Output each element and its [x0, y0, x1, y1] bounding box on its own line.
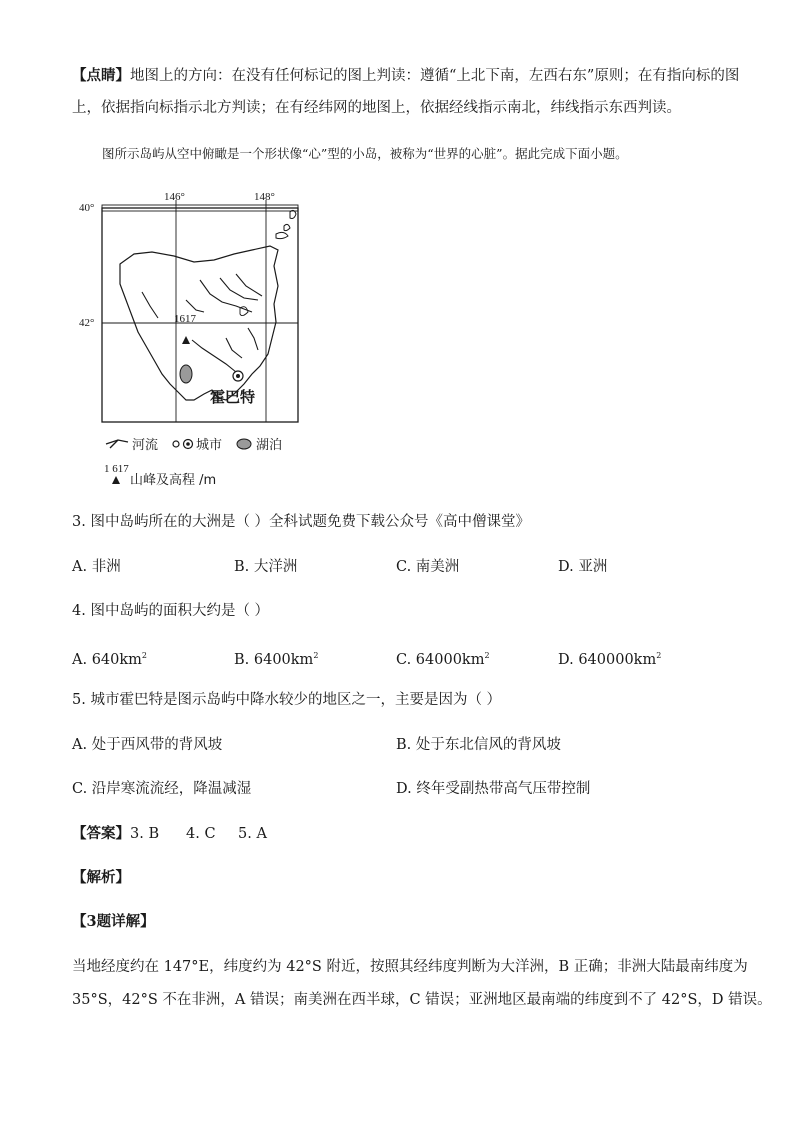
river-7: [142, 292, 158, 318]
q5-option-d: D. 终年受副热带高气压带控制: [396, 781, 591, 797]
river-3: [236, 274, 262, 296]
question-4-stem: 4. 图中岛屿的面积大约是（ ）: [72, 603, 270, 619]
island-map: [76, 188, 336, 488]
city-label: 霍巴特: [210, 388, 256, 406]
river-8: [248, 328, 258, 350]
legend-peak-symbol: [112, 476, 120, 484]
q3-option-a: A. 非洲: [72, 559, 121, 575]
small-island-2: [284, 224, 290, 230]
answer-4: 4. C: [186, 826, 216, 842]
lon-label-148: 148°: [254, 191, 275, 203]
city-marker-inner: [236, 374, 240, 378]
q3-option-c: C. 南美洲: [396, 559, 460, 575]
question-3-stem: 3. 图中岛屿所在的大洲是（ ）全科试题免费下载公众号《高中僧课堂》: [72, 514, 531, 530]
answer-3: 3. B: [130, 826, 160, 842]
legend-lake-symbol: [237, 439, 251, 449]
lake: [180, 365, 192, 383]
legend-lake-label: 湖泊: [256, 438, 283, 453]
small-island-1: [290, 210, 296, 218]
detail-tag: 【3题详解】: [72, 913, 155, 930]
q4-option-b: B. $6400km^2$: [234, 651, 319, 668]
tip-line-1: [72, 66, 739, 86]
question-5-stem: 5. 城市霍巴特是图示岛屿中降水较少的地区之一，主要是因为（ ）: [72, 692, 502, 708]
lon-label-146: 146°: [164, 191, 185, 203]
detail-line-1: 当地经度约在 147°E，纬度约为 42°S 附近，按照其经纬度判断为大洋洲，B 正确；非洲大陆最南纬度为: [72, 959, 748, 975]
detail-line-2: 35°S，42°S 不在非洲，A 错误；南美洲在西半球，C 错误；亚洲地区最南端的纬度到不了 42°S，D 错误。: [72, 992, 772, 1008]
legend-river-label: 河流: [132, 438, 159, 453]
legend-peak-label: 山峰及高程 /m: [130, 473, 217, 488]
lat-label-40: 40°: [79, 202, 95, 214]
small-island-3: [276, 232, 288, 238]
river-2: [220, 278, 258, 300]
q3-option-b: B. 大洋洲: [234, 559, 298, 575]
legend-city-label: 城市: [196, 438, 223, 453]
q4-option-a: A. $640km^2$: [72, 651, 147, 668]
legend-peak-value: 1 617: [104, 463, 129, 475]
lat-label-42: 42°: [79, 317, 95, 329]
tip-line-2: 上，依据指向标指示北方判读；在有经纬网的地图上，依据经线指示南北，纬线指示东西判读。: [72, 100, 681, 116]
river-4: [186, 300, 204, 312]
intro-text: 图所示岛屿从空中俯瞰是一个形状像“心”型的小岛，被称为“世界的心脏”。据此完成下面小题。: [102, 146, 628, 161]
tip-text-1: 地图上的方向：在没有任何标记的图上判读：遵循“上北下南，左西右东”原则；在有指向标的图: [130, 68, 740, 84]
q5-option-b: B. 处于东北信风的背风坡: [396, 737, 561, 753]
q4-option-d: D. $640000km^2$: [558, 651, 662, 668]
q4-option-c: C. $64000km^2$: [396, 651, 490, 668]
q3-option-d: D. 亚洲: [558, 559, 608, 575]
answer-tag: 【答案】: [72, 825, 130, 842]
river-6: [226, 338, 242, 358]
analysis-tag: 【解析】: [72, 869, 130, 886]
peak-marker: [182, 336, 190, 344]
q5-option-c: C. 沿岸寒流流经，降温减湿: [72, 781, 252, 797]
answer-5: 5. A: [238, 826, 267, 842]
q5-option-a: A. 处于西风带的背风坡: [72, 737, 223, 753]
answer-line: [72, 824, 267, 844]
legend-city-dot: [173, 441, 179, 447]
tip-tag: 【点睛】: [72, 67, 130, 84]
peak-height-label: 1617: [174, 313, 196, 325]
